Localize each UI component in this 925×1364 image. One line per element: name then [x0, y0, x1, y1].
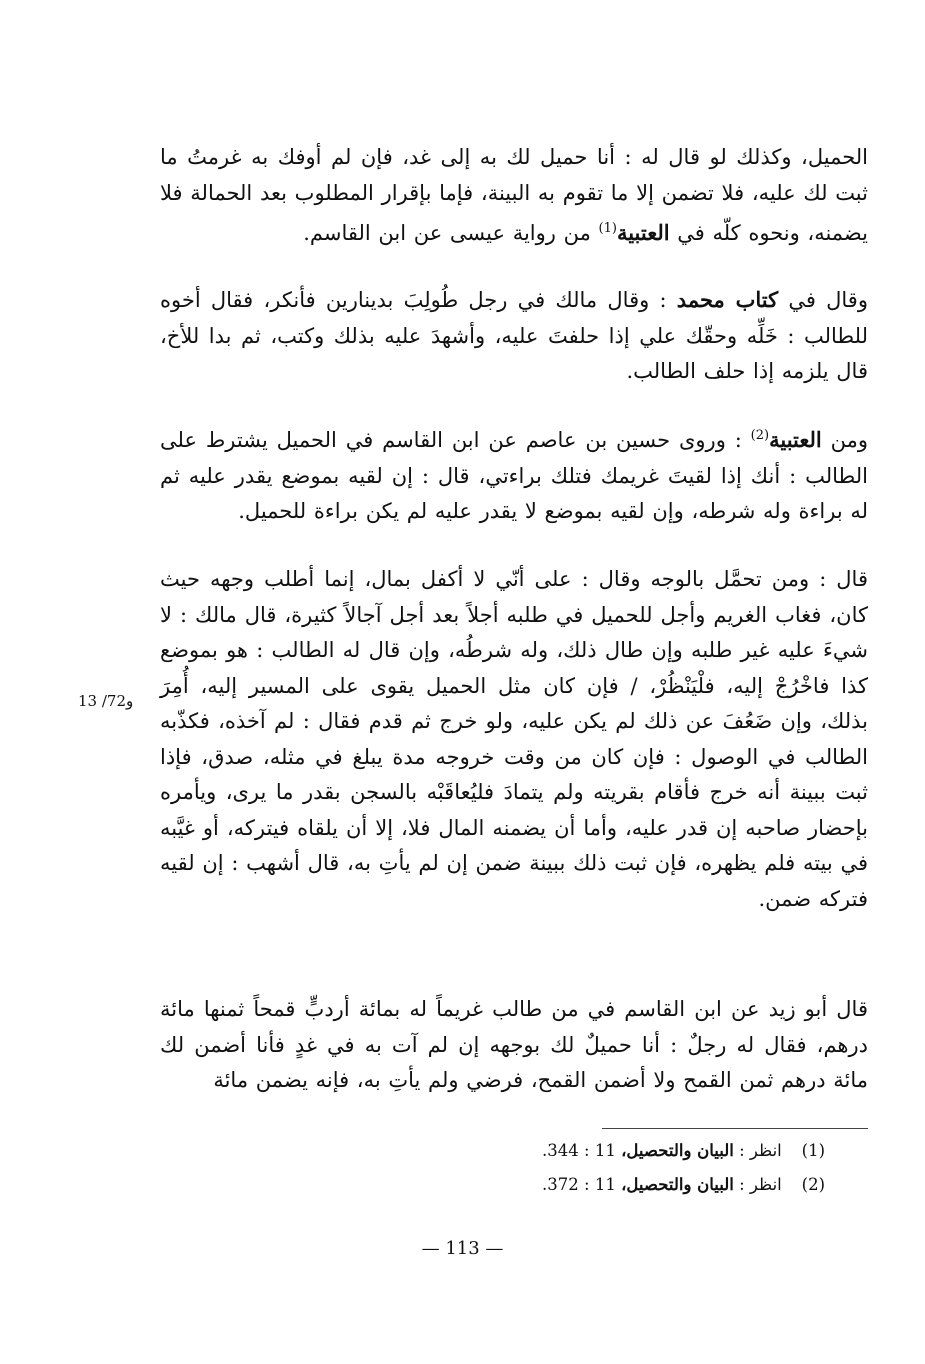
- paragraph-2: [160, 282, 868, 390]
- footnote-ref-1: (1): [598, 221, 617, 236]
- source-title-kitab-muhammad: كتاب محمد: [676, 287, 779, 312]
- footnote-1-number: (1): [801, 1141, 825, 1160]
- footnote-ref-2: (2): [750, 428, 770, 443]
- paragraph-3: [160, 418, 868, 530]
- paragraph-2-text: : وقال مالك في رجل طُولِبَ بدينارين فأنكر، فقال أخوه للطالب : خَلِّه وحقّك علي إذا حلفتَ عليه، وأشهدَ عليه بذلك وكتب، ثم بدا للأخ، قال يلزمه إذا حلف الطالب.: [160, 288, 868, 383]
- paragraph-5-text: قال أبو زيد عن ابن القاسم في من طالب غريماً له بمائة أردبٍّ قمحاً ثمنها مائة درهم، فقال له رجلٌ : أنا حميلٌ لك بوجهه إن لم آت به في غدٍ فأنا أضمن لك مائة درهم ثمن القمح ولا أضمن القمح، فرضي ولم يأتِ به، فإنه يضمن مائة: [160, 997, 868, 1092]
- footnote-2: [542, 1172, 825, 1198]
- source-title-atabiyya: العتبية: [616, 220, 670, 245]
- paragraph-1-text: الحميل، وكذلك لو قال له : أنا حميل لك به إلى غد، فإن لم أوفك به غرمتُ ما ثبت لك عليه، فلا تضمن إلا ما تقوم به البينة، فإما بإقرار المطلوب بعد الحمالة فلا يضمنه، ونحوه كلّه في: [160, 145, 868, 245]
- footnote-1: [542, 1138, 825, 1164]
- footnote-divider: [602, 1128, 868, 1129]
- paragraph-3-lead: ومن: [821, 428, 868, 452]
- paragraph-4-text: قال : ومن تحمَّل بالوجه وقال : على أنّي لا أكفل بمال، إنما أطلب وجهه حيث كان، فغاب الغريم وأجل للحميل في طلبه أجلاً بعد أجل آجالاً كثيرة، قال مالك : لا شيءَ عليه غير طلبه وإن طال ذلك، وله شرطُه، وإن قال له الطالب : هو بموضع كذا فاخْرُجْ إليه، فلْيَنْظُرْ، / فإن كان مثل الحميل يقوى على المسير إليه، أُمِرَ بذلك، وإن ضَعُفَ عن ذلك لم يكن عليه، ولو خرج ثم قدم فقال : لم آخذه، فكذّبه الطالب في الوصول : فإن كان من وقت خروجه مدة يبلغ في مثله، صدق، فإذا ثبت ببينة أنه خرج فأقام بقريته ولم يتمادَ فليُعاقَبْه بالسجن بقدر ما يرى، ويأمره بإحضار صاحبه إن قدر عليه، وأما أن يضمنه المال فلا، إلا أن يلقاه فيتركه، أو غيَّبه في بيته فلم يظهره، فإن ثبت ذلك ببينة ضمن إن لم يأتِ به، قال أشهب : إن لقيه فتركه ضمن.: [160, 567, 868, 911]
- paragraph-4: [160, 562, 868, 917]
- paragraph-1: [160, 140, 868, 252]
- paragraph-1-tail: من رواية عيسى عن ابن القاسم.: [303, 221, 599, 245]
- manuscript-folio-note: 13 /72و: [78, 692, 134, 710]
- paragraph-5: [160, 992, 868, 1099]
- footnote-2-source: البيان والتحصيل،: [621, 1175, 734, 1194]
- paragraph-2-lead: وقال في: [778, 288, 868, 312]
- page-number: — 113 —: [421, 1238, 504, 1259]
- footnote-2-number: (2): [801, 1175, 825, 1194]
- footnote-2-ref: 11 : 372.: [542, 1175, 622, 1194]
- source-title-atabiyya-2: العتبية: [769, 427, 822, 452]
- footnote-1-source: البيان والتحصيل،: [621, 1141, 734, 1160]
- footnote-1-lead: انظر :: [733, 1141, 782, 1160]
- paragraph-3-text: : وروى حسين بن عاصم عن ابن القاسم في الحميل يشترط على الطالب : أنك إذا لقيتَ غريمك فتلك براءتي، قال : إن لقيه بموضع يقدر عليه ثم له براءة وله شرطه، وإن لقيه بموضع لا يقدر عليه لم يكن براءة للحميل.: [160, 428, 868, 523]
- footnote-1-ref: 11 : 344.: [542, 1141, 622, 1160]
- footnote-2-lead: انظر :: [733, 1175, 782, 1194]
